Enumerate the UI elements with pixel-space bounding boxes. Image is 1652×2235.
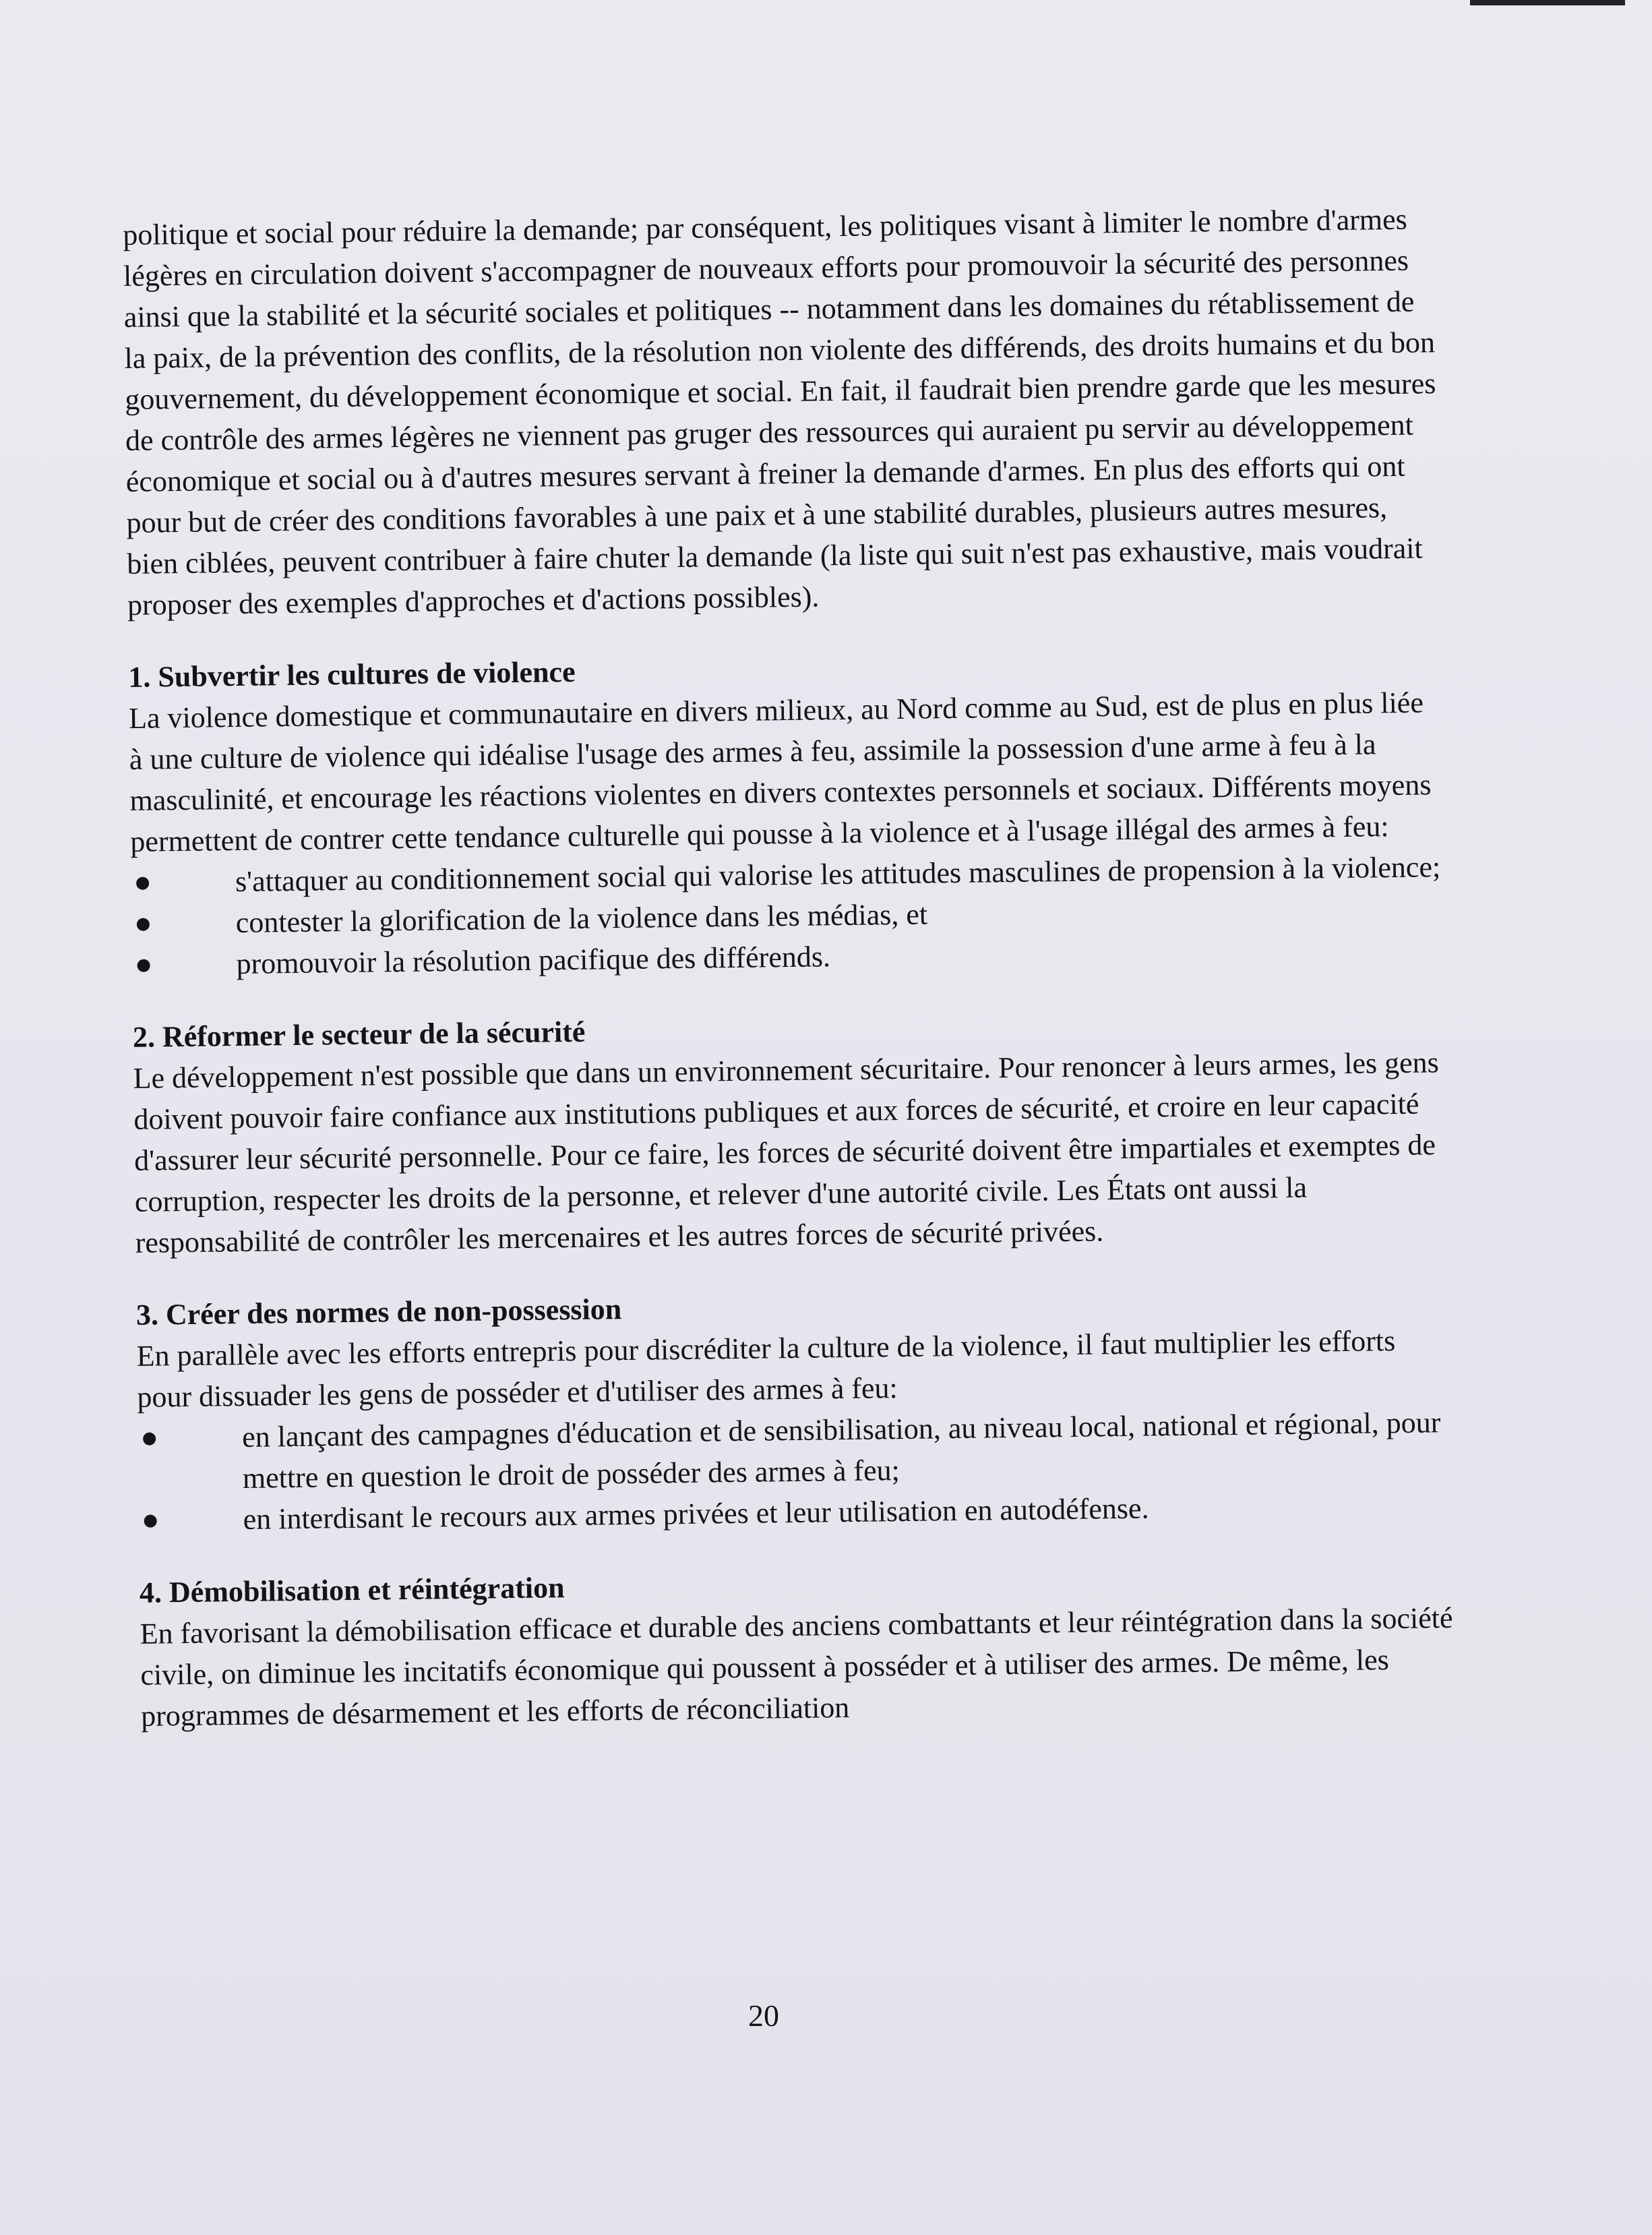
- bullet-item: s'attaquer au conditionnement social qui valorise les attitudes masculines de propension à la violence;: [131, 846, 1446, 903]
- bullet-item: promouvoir la résolution pacifique des différends.: [131, 928, 1446, 986]
- section-2-heading: 2. Réformer le secteur de la sécurité: [132, 1015, 586, 1054]
- page-body: [123, 198, 1455, 1737]
- section-1-heading: 1. Subvertir les cultures de violence: [128, 655, 576, 694]
- bullet-item: en interdisant le recours aux armes privées et leur utilisation en autodéfense.: [138, 1484, 1453, 1541]
- bullet-item: en lançant des campagnes d'éducation et de sensibilisation, au niveau local, national et régional, pour mettre en question le droit de posséder des armes à feu;: [137, 1402, 1452, 1500]
- top-edge-rule: [1470, 0, 1625, 5]
- section-3-heading: 3. Créer des normes de non-possession: [135, 1292, 622, 1332]
- section-3-body: En parallèle avec les efforts entrepris pour discréditer la culture de la violence, il faut multiplier les efforts pour dissuader les gens de posséder et d'utiliser des armes à feu:: [136, 1324, 1396, 1414]
- page-number: 20: [748, 1998, 779, 2033]
- section-3: [136, 1278, 1453, 1541]
- section-1-bullet-list: [131, 846, 1446, 986]
- bullet-item: contester la glorification de la violence dans les médias, et: [131, 887, 1446, 945]
- section-4: [140, 1556, 1456, 1737]
- section-1-body: La violence domestique et communautaire en divers milieux, au Nord comme au Sud, est de plus en plus liée à une culture de violence qui idéalise l'usage des armes à feu, assimile la possession d'une arme à feu à la masculinité, et encourage les réactions violentes en divers contextes personnels et sociaux. Différents moyens permettent de contrer cette tendance culturelle qui pousse à la violence et à l'usage illégal des armes à feu:: [128, 686, 1432, 858]
- intro-paragraph: politique et social pour réduire la demande; par conséquent, les politiques visant à limiter le nombre d'armes légères en circulation doivent s'accompagner de nouveaux efforts pour promouvoir la sécurité des personnes ainsi que la stabilité et la sécurité sociales et politiques -- notamment dans les domaines du rétablissement de la paix, de la prévention des conflits, de la résolution non violente des différends, des droits humains et du bon gouvernement, du développement économique et social. En fait, il faudrait bien prendre garde que les mesures de contrôle des armes légères ne viennent pas gruger des ressources qui auraient pu servir au développement économique et social ou à d'autres mesures servant à freiner la demande d'armes. En plus des efforts qui ont pour but de créer des conditions favorables à une paix et à une stabilité durables, plusieurs autres mesures, bien ciblées, peuvent contribuer à faire chuter la demande (la liste qui suit n'est pas exhaustive, mais voudrait proposer des exemples d'approches et d'actions possibles).: [123, 202, 1436, 622]
- section-2: [133, 1001, 1450, 1263]
- section-3-bullet-list: [137, 1402, 1453, 1541]
- section-4-body: En favorisant la démobilisation efficace et durable des anciens combattants et leur réintégration dans la société civile, on diminue les incitatifs économique qui poussent à posséder et à utiliser des armes. De même, les programmes de désarmement et les efforts de réconciliation: [140, 1601, 1453, 1733]
- section-4-heading: 4. Démobilisation et réintégration: [139, 1571, 565, 1609]
- section-2-body: Le développement n'est possible que dans un environnement sécuritaire. Pour renoncer à leurs armes, les gens doivent pouvoir faire confiance aux institutions publiques et aux forces de sécurité, et croire en leur capacité d'assurer leur sécurité personnelle. Pour ce faire, les forces de sécurité doivent être impartiales et exemptes de corruption, respecter les droits de la personne, et relever d'une autorité civile. Les États ont aussi la responsabilité de contrôler les mercenaires et les autres forces de sécurité privées.: [133, 1046, 1440, 1259]
- section-1: [128, 640, 1446, 986]
